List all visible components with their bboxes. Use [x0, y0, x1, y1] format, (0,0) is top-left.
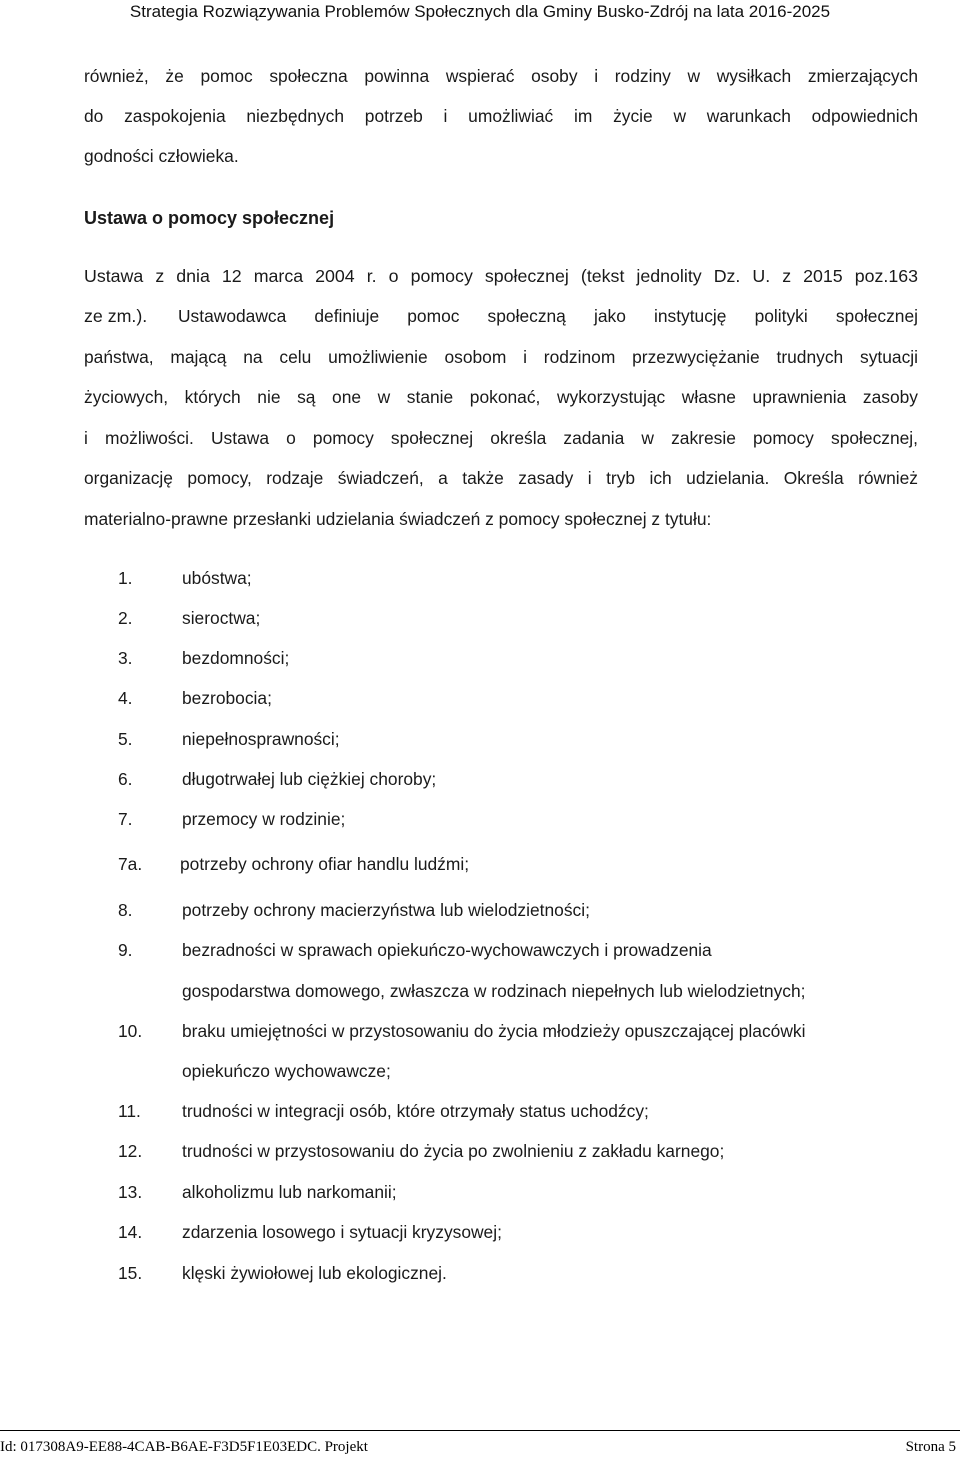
citation-line-1: Ustawa z dnia 12 marca 2004 r. o pomocy społecznej (tekst jednolity Dz. U. z 2015 poz.163 — [84, 266, 918, 286]
list-item-number: 8. — [118, 900, 133, 920]
document-id: Id: 017308A9-EE88-4CAB-B6AE-F3D5F1E03EDC. Projekt — [0, 1439, 368, 1455]
list-item-continuation: opiekuńczo wychowawcze; — [182, 1061, 391, 1081]
list-item-number: 6. — [118, 769, 133, 789]
list-item-text: braku umiejętności w przystosowaniu do życia młodzieży opuszczającej placówki — [182, 1021, 806, 1041]
intro-line-2: do zaspokojenia niezbędnych potrzeb i umożliwiać im życie w warunkach odpowiednich — [84, 106, 918, 126]
body-line-1: Ustawodawca definiuje pomoc społeczną jako instytucję polityki społecznej — [178, 306, 918, 326]
list-item-text: trudności w integracji osób, które otrzymały status uchodźcy; — [182, 1101, 649, 1121]
footer-divider — [0, 1430, 960, 1431]
body-line-3: życiowych, których nie są one w stanie pokonać, wykorzystując własne uprawnienia zasoby — [84, 387, 918, 407]
list-item-number: 10. — [118, 1021, 143, 1041]
body-line-6: materialno-prawne przesłanki udzielania świadczeń z pomocy społecznej z tytułu: — [84, 509, 712, 529]
list-item-number: 1. — [118, 568, 133, 588]
list-item-text: potrzeby ochrony macierzyństwa lub wielodzietności; — [182, 900, 590, 920]
list-item-number: 13. — [118, 1182, 143, 1202]
list-item-text: bezdomności; — [182, 648, 290, 668]
list-item-text: długotrwałej lub ciężkiej choroby; — [182, 769, 437, 789]
list-item-continuation: gospodarstwa domowego, zwłaszcza w rodzinach niepełnych lub wielodzietnych; — [182, 981, 806, 1001]
list-item-number: 7. — [118, 809, 133, 829]
intro-line-3: godności człowieka. — [84, 146, 239, 166]
list-item-number: 12. — [118, 1141, 143, 1161]
body-line-5: organizację pomocy, rodzaje świadczeń, a także zasady i tryb ich udzielania. Określa również — [84, 468, 918, 488]
list-item-number: 9. — [118, 940, 133, 960]
list-item-text: potrzeby ochrony ofiar handlu ludźmi; — [180, 854, 470, 874]
list-item-text: zdarzenia losowego i sytuacji kryzysowej; — [182, 1222, 502, 1242]
page-number: Strona 5 — [905, 1439, 956, 1455]
list-item-number: 5. — [118, 729, 133, 749]
list-item-text: sieroctwa; — [182, 608, 261, 628]
list-item-number: 14. — [118, 1222, 143, 1242]
list-item-text: przemocy w rodzinie; — [182, 809, 346, 829]
intro-line-1: również, że pomoc społeczna powinna wspierać osoby i rodziny w wysiłkach zmierzających — [84, 66, 918, 86]
running-header: Strategia Rozwiązywania Problemów Społecznych dla Gminy Busko-Zdrój na lata 2016-2025 — [129, 2, 831, 21]
list-item-number: 4. — [118, 688, 133, 708]
list-item-number: 11. — [118, 1101, 141, 1121]
list-item-number: 15. — [118, 1263, 143, 1283]
list-item-number: 2. — [118, 608, 133, 628]
list-item-number: 3. — [118, 648, 133, 668]
citation-line-2: ze zm.). — [84, 306, 148, 326]
body-line-2: państwa, mającą na celu umożliwienie osobom i rodzinom przezwyciężanie trudnych sytuacji — [84, 347, 918, 367]
list-item-text: bezradności w sprawach opiekuńczo-wychowawczych i prowadzenia — [182, 940, 712, 960]
list-item-text: niepełnosprawności; — [182, 729, 340, 749]
list-item-text: alkoholizmu lub narkomanii; — [182, 1182, 397, 1202]
list-item-text: ubóstwa; — [182, 568, 252, 588]
list-item-text: trudności w przystosowaniu do życia po zwolnieniu z zakładu karnego; — [182, 1141, 725, 1161]
list-item-number: 7a. — [118, 854, 143, 874]
page-footer — [0, 1436, 960, 1458]
section-heading: Ustawa o pomocy społecznej — [84, 208, 335, 228]
list-item-text: bezrobocia; — [182, 688, 272, 708]
body-line-4: i możliwości. Ustawa o pomocy społecznej określa zadania w zakresie pomocy społecznej, — [84, 428, 918, 448]
list-item-text: klęski żywiołowej lub ekologicznej. — [182, 1263, 447, 1283]
